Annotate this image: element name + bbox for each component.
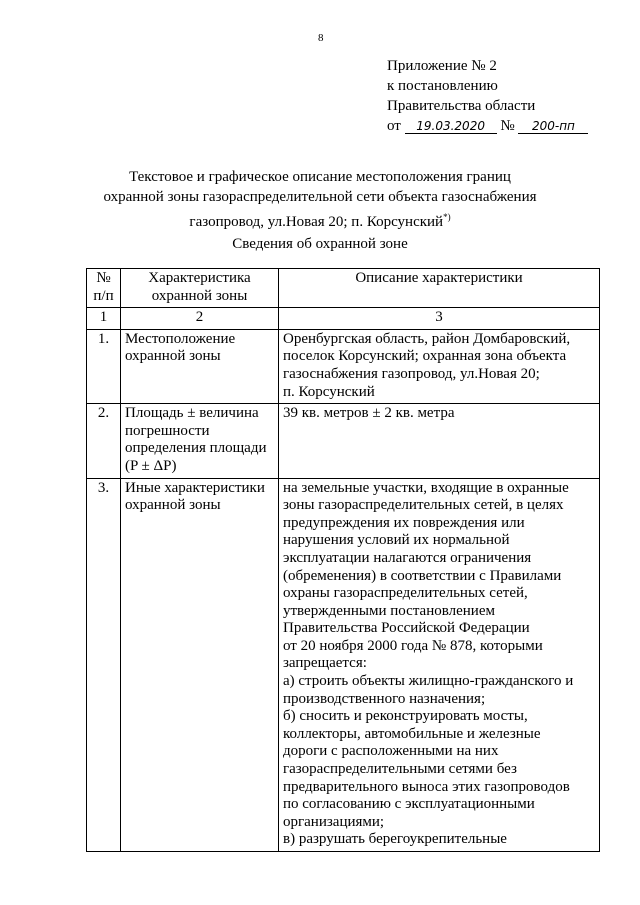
footnote-mark: *) — [443, 212, 451, 222]
appendix-date-line — [387, 116, 588, 136]
title-line-3 — [0, 207, 640, 232]
table-index-row — [87, 308, 600, 330]
table-row — [87, 478, 600, 851]
row-characteristic: Иные характеристики охранной зоны — [121, 478, 279, 851]
header-num: № п/п — [87, 269, 121, 308]
title-line-2: охранной зоны газораспределительной сети объекта газоснабжения — [103, 189, 537, 205]
index-cell: 2 — [121, 308, 279, 330]
appendix-line-2: к постановлению — [387, 78, 498, 94]
row-num: 1. — [87, 329, 121, 403]
row-characteristic: Местоположение охранной зоны — [121, 329, 279, 403]
index-cell: 1 — [87, 308, 121, 330]
table-row — [87, 329, 600, 403]
number-label: № — [500, 118, 515, 134]
section-subtitle: Сведения об охранной зоне — [232, 236, 408, 252]
row-description: 39 кв. метров ± 2 кв. метра — [279, 404, 600, 478]
table-header-row — [87, 269, 600, 308]
row-description: Оренбургская область, район Домбаровский, поселок Корсунский; охранная зона объекта газоснабжения газопровод, ул.Новая 20; п. Корсунский — [279, 329, 600, 403]
header-characteristic: Характеристика охранной зоны — [121, 269, 279, 308]
row-num: 3. — [87, 478, 121, 851]
header-description: Описание характеристики — [279, 269, 600, 308]
table-row — [87, 404, 600, 478]
handwritten-date: 19.03.2020 — [405, 119, 497, 134]
handwritten-number: 200-пп — [518, 119, 588, 134]
row-description: на земельные участки, входящие в охранные зоны газораспределительных сетей, в целях предупреждения их повреждения или нарушения условий их нормальной эксплуатации налагаются ограничения (обременения) в соответствии с Правилами охраны газораспределительных сетей, утвержденными постановлением Правительства Российской Федерации от 20 ноября 2000 года № 878, которыми запрещается: а) строить объекты жилищно-гражданского и производственного назначения; б) сносить и реконструировать мосты, коллекторы, автомобильные и железные дороги с расположенными на них газораспределительными сетями без предварительного выноса этих газопроводов по согласованию с эксплуатационными организациями; в) разрушать берегоукрепительные — [279, 478, 600, 851]
row-characteristic: Площадь ± величина погрешности определения площади (P ± ΔP) — [121, 404, 279, 478]
title-line-1: Текстовое и графическое описание местоположения границ — [129, 169, 511, 185]
page-number: 8 — [318, 32, 324, 44]
document-title — [0, 167, 640, 232]
appendix-line-1: Приложение № 2 — [387, 58, 497, 74]
index-cell: 3 — [279, 308, 600, 330]
appendix-header — [387, 56, 588, 136]
zone-info-table — [86, 268, 600, 852]
row-num: 2. — [87, 404, 121, 478]
title-line-3-text: газопровод, ул.Новая 20; п. Корсунский — [189, 214, 444, 230]
appendix-line-3: Правительства области — [387, 98, 536, 114]
from-label: от — [387, 118, 401, 134]
